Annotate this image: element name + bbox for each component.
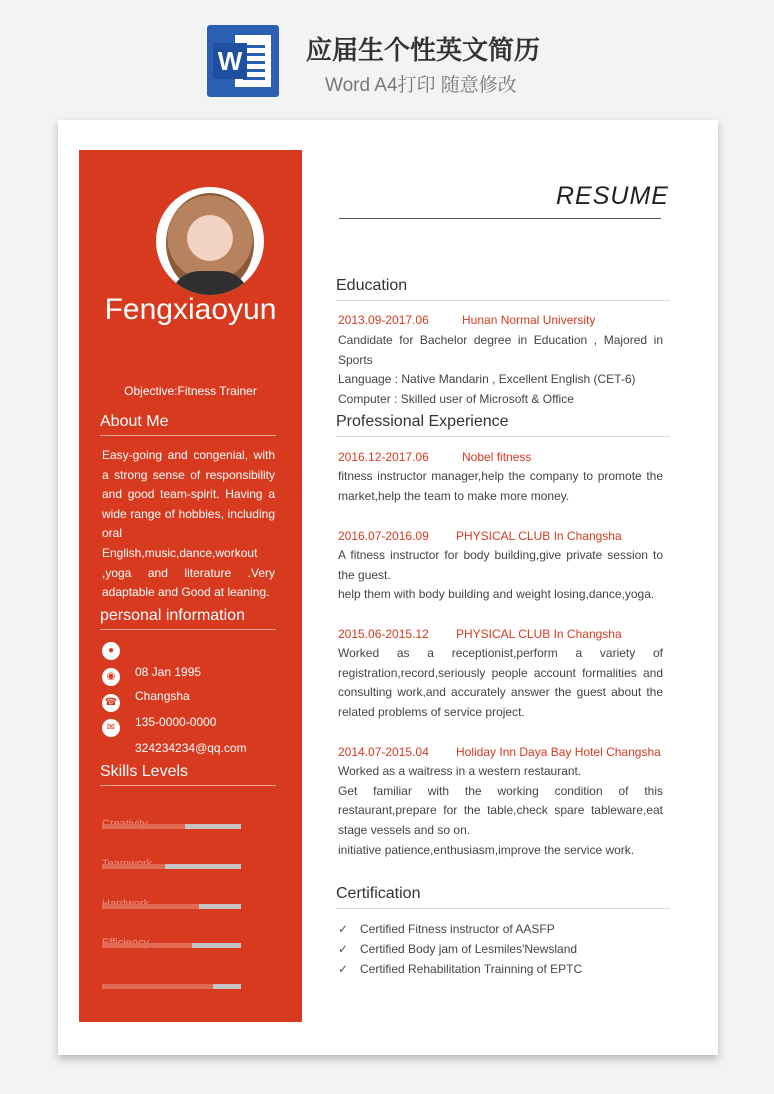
experience-text <box>338 546 663 605</box>
check-icon: ✓ <box>338 962 349 976</box>
skill-bar-fill <box>102 943 192 948</box>
education-school: Hunan Normal University <box>462 313 596 327</box>
experience-line: initiative patience,enthusiasm,improve the service work. <box>338 842 635 857</box>
check-icon: ✓ <box>338 942 349 956</box>
about-text: Easy-going and congenial, with a strong sense of responsibility and good team-spirit. Having a wide range of hobbies, including oral English,music,dance,workout ,yoga and literature .Very adaptable and Good at leaning. <box>102 448 275 600</box>
header-title: 应届生个性英文简历 <box>306 35 541 65</box>
certification-item <box>338 942 577 956</box>
skill-bar-fill <box>102 824 185 829</box>
experience-line: Get familiar with the working condition of this restaurant,prepare for the table,check spare tableware,eat stage vessels and so on. <box>338 783 663 838</box>
skill-bar-fill <box>102 904 199 909</box>
certification-item <box>338 962 582 976</box>
profile-photo <box>156 187 264 295</box>
experience-heading: Professional Experience <box>336 413 670 437</box>
email-address: 324234234@qq.com <box>135 741 247 755</box>
experience-date: 2016.12-2017.06 <box>338 450 429 464</box>
education-line: Language : Native Mandarin , Excellent English (CET-6) <box>338 372 636 387</box>
resume-underline <box>339 218 661 219</box>
header-subtitle: Word A4打印 随意修改 <box>325 75 517 96</box>
experience-entry-head <box>338 450 532 464</box>
skill-bar <box>102 984 241 989</box>
experience-org: Nobel fitness <box>462 450 532 464</box>
education-heading: Education <box>336 277 670 301</box>
page-header <box>0 0 774 110</box>
experience-date: 2016.07-2016.09 <box>338 529 429 543</box>
word-icon <box>207 25 279 97</box>
experience-entry-head <box>338 529 622 543</box>
experience-text <box>338 762 663 861</box>
certification-item <box>338 922 555 936</box>
experience-line: A fitness instructor for body building,give private session to the guest. <box>338 548 663 582</box>
about-heading: About Me <box>100 413 276 436</box>
experience-date: 2014.07-2015.04 <box>338 745 429 759</box>
candidate-name: Fengxiaoyun <box>104 293 277 326</box>
experience-text: Worked as a receptionist,perform a variety of registration,record,seriously people account formalities and consulting work,and accurately answer the guest about the related problems of service project. <box>338 646 663 720</box>
skill-bar <box>102 904 241 909</box>
check-icon: ✓ <box>338 922 349 936</box>
education-line: Candidate for Bachelor degree in Education , Majored in Sports <box>338 333 663 367</box>
objective-text: Objective:Fitness Trainer <box>124 384 257 398</box>
phone-number: 135-0000-0000 <box>135 715 217 729</box>
experience-org: Holiday Inn Daya Bay Hotel Changsha <box>456 745 661 759</box>
city: Changsha <box>135 689 190 703</box>
education-line: Computer : Skilled user of Microsoft & Office <box>338 392 574 407</box>
experience-org: PHYSICAL CLUB In Changsha <box>456 627 622 641</box>
resume-document <box>58 120 718 1055</box>
education-details <box>338 331 663 410</box>
experience-entry-head <box>338 745 661 759</box>
skill-bar <box>102 864 241 869</box>
location-pin-icon: ◉ <box>102 668 120 686</box>
phone-icon: ☎ <box>102 694 120 712</box>
word-letter: W <box>213 43 247 79</box>
skills-heading: Skills Levels <box>100 763 276 786</box>
resume-sidebar <box>79 150 302 1022</box>
user-icon: ● <box>102 642 120 660</box>
skill-bar <box>102 943 241 948</box>
education-entry-head <box>338 313 596 327</box>
resume-label: RESUME <box>556 182 669 210</box>
experience-line: help them with body building and weight losing,dance,yoga. <box>338 587 655 602</box>
experience-date: 2015.06-2015.12 <box>338 627 429 641</box>
personal-info-heading: personal information <box>100 607 276 630</box>
skill-bar-fill <box>102 984 213 989</box>
experience-org: PHYSICAL CLUB In Changsha <box>456 529 622 543</box>
experience-line: Worked as a waitress in a western restaurant. <box>338 764 582 778</box>
education-date: 2013.09-2017.06 <box>338 313 429 327</box>
skill-bar <box>102 824 241 829</box>
skill-bar-fill <box>102 864 165 869</box>
experience-text: fitness instructor manager,help the company to promote the market,help the team to make more money. <box>338 469 663 503</box>
certification-heading: Certification <box>336 885 670 909</box>
certification-text: Certified Rehabilitation Trainning of EPTC <box>360 962 583 976</box>
experience-entry-head <box>338 627 622 641</box>
birth-date: 08 Jan 1995 <box>135 665 202 679</box>
email-icon: ✉ <box>102 719 120 737</box>
certification-text: Certified Fitness instructor of AASFP <box>360 922 555 936</box>
certification-text: Certified Body jam of Lesmiles'Newsland <box>360 942 578 956</box>
